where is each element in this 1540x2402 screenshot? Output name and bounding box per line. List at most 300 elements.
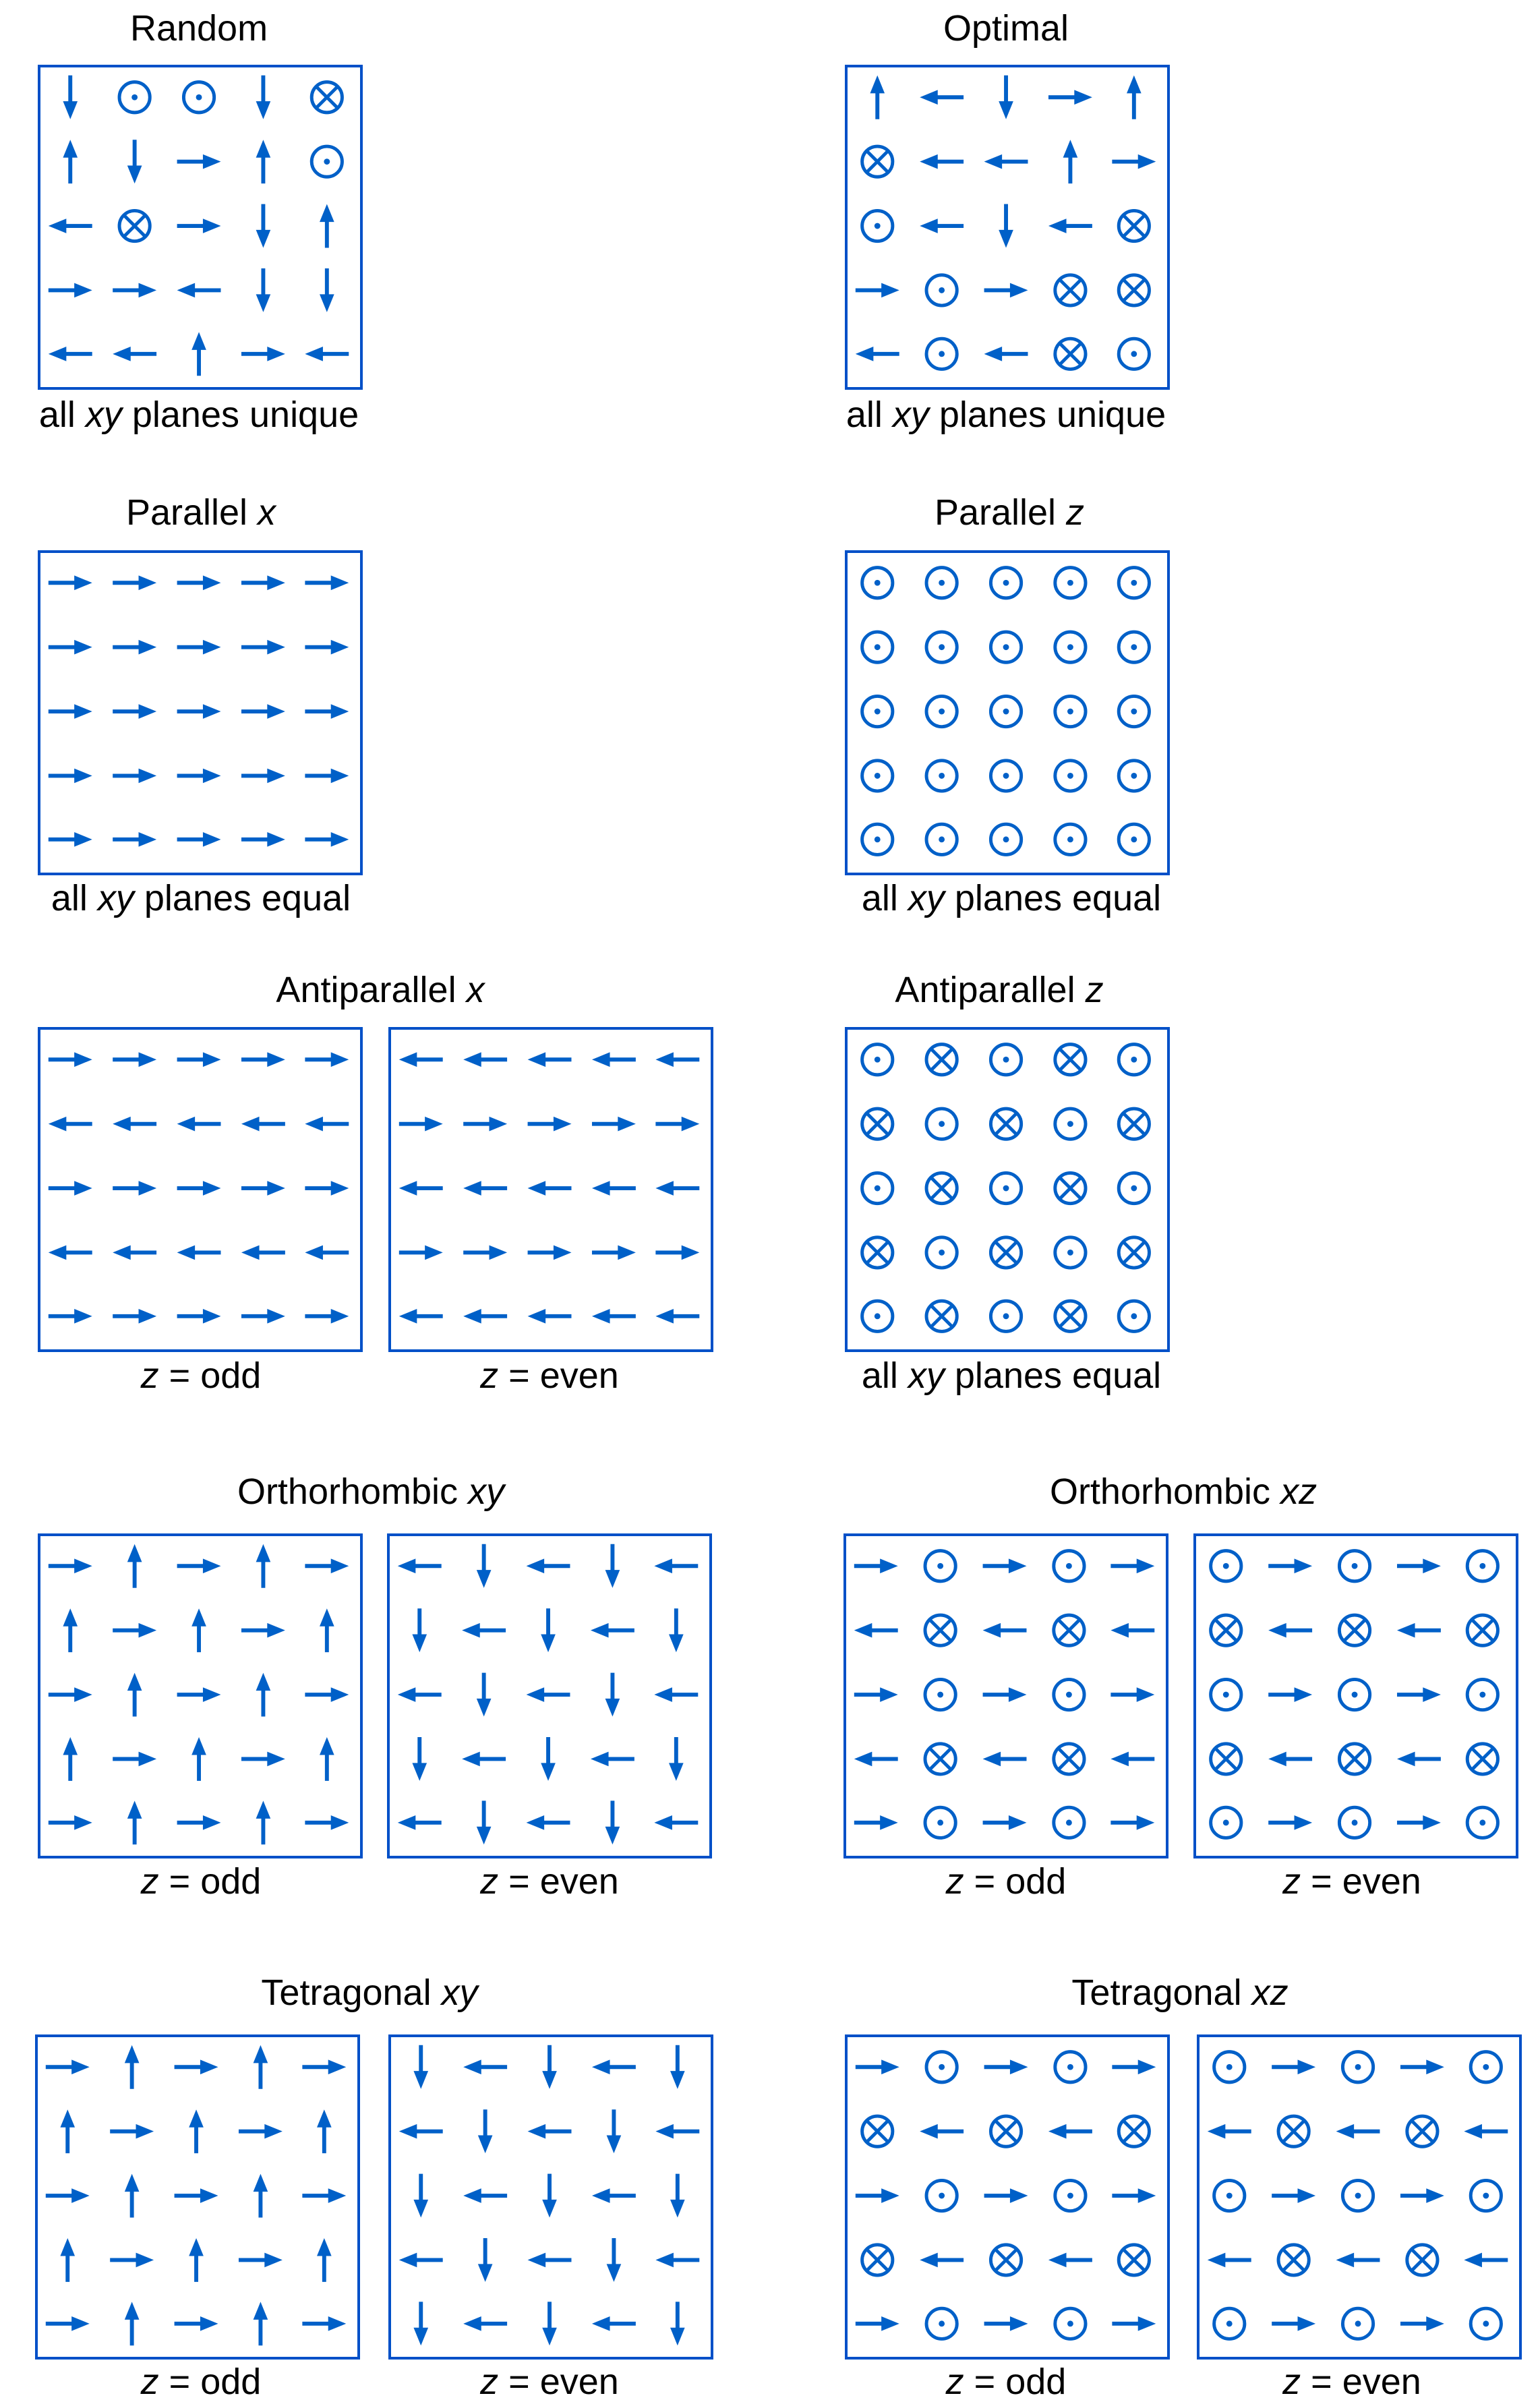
arrow-right-icon [241, 769, 285, 784]
text-part: all [861, 878, 908, 918]
arrow-left-icon [920, 2124, 964, 2139]
text-part: Antiparallel [276, 970, 467, 1010]
cross-circle-icon [1119, 1109, 1149, 1139]
arrow-right-icon [177, 1052, 221, 1067]
cross-circle-icon [990, 1109, 1021, 1139]
dot-circle-icon [862, 210, 893, 241]
dot-circle-icon [1342, 2180, 1373, 2210]
arrow-up-icon [63, 1737, 78, 1781]
cross-circle-icon [862, 146, 893, 177]
dot-circle-icon [926, 696, 957, 726]
arrow-up-icon [256, 1544, 271, 1588]
arrow-up-icon [191, 1608, 206, 1652]
arrow-down-icon [669, 1737, 684, 1781]
arrow-right-icon [177, 1687, 221, 1702]
arrow-right-icon [305, 1181, 349, 1196]
arrow-down-icon [413, 2174, 428, 2218]
arrow-left-icon [528, 1309, 572, 1324]
arrow-right-icon [46, 2059, 90, 2074]
arrow-down-icon [670, 2045, 685, 2089]
text-part: xz [1251, 1972, 1289, 2013]
arrow-down-icon [541, 1737, 556, 1781]
text-part: x [466, 970, 485, 1010]
cross-circle-icon [119, 210, 150, 241]
arrow-right-icon [856, 283, 899, 298]
arrow-left-icon [399, 1309, 443, 1324]
text-part: xy [468, 1471, 505, 1512]
arrow-down-icon [256, 268, 271, 312]
arrow-right-icon [1110, 1558, 1154, 1573]
arrow-up-icon [317, 2238, 332, 2282]
arrow-left-icon [1336, 2253, 1380, 2268]
arrow-right-icon [1268, 1687, 1312, 1702]
dot-circle-icon [862, 1173, 893, 1203]
arrow-down-icon [63, 76, 78, 119]
arrow-left-icon [983, 1623, 1027, 1638]
tetragonal-xy-caption-2 [480, 2362, 619, 2402]
dot-circle-icon [926, 275, 957, 305]
arrow-up-icon [127, 1544, 142, 1588]
arrow-down-icon [541, 1608, 556, 1652]
arrow-right-icon [49, 575, 92, 590]
text-part: planes equal [134, 878, 351, 918]
arrow-right-icon [113, 704, 156, 719]
text-part: all [846, 394, 893, 435]
arrow-right-icon [463, 1117, 507, 1132]
dot-circle-icon [1467, 1807, 1498, 1838]
text-part: Orthorhombic [237, 1471, 469, 1512]
cross-circle-icon [1055, 1045, 1086, 1075]
text-part: Random [129, 8, 268, 49]
arrow-right-icon [49, 1309, 92, 1324]
arrow-up-icon [320, 1737, 334, 1781]
arrow-left-icon [398, 1687, 442, 1702]
arrow-down-icon [127, 140, 142, 183]
arrow-right-icon [854, 1815, 898, 1830]
arrow-up-icon [1127, 76, 1142, 119]
spin-lattice [40, 67, 360, 387]
arrow-right-icon [49, 832, 92, 847]
arrow-right-icon [241, 704, 285, 719]
text-part: = even [498, 1861, 619, 1902]
arrow-down-icon [478, 2109, 493, 2153]
arrow-down-icon [477, 1673, 492, 1717]
arrow-right-icon [49, 1052, 92, 1067]
antiparallel-x-grid-2 [388, 1027, 713, 1352]
cross-circle-icon [1278, 2116, 1309, 2146]
dot-circle-icon [862, 1045, 893, 1075]
cross-circle-icon [1119, 2245, 1149, 2275]
arrow-left-icon [854, 1623, 898, 1638]
arrow-right-icon [1112, 2316, 1156, 2331]
tetragonal-xy-caption-1 [141, 2362, 262, 2402]
optimal-caption-1 [846, 394, 1166, 435]
text-part: z [480, 2362, 499, 2402]
tetragonal-xz-caption-1 [946, 2362, 1067, 2402]
antiparallel-z-title [895, 970, 1103, 1010]
text-part: z [480, 1861, 499, 1902]
text-part: = odd [158, 2362, 262, 2402]
arrow-left-icon [463, 1181, 507, 1196]
arrow-right-icon [113, 1623, 156, 1638]
dot-circle-icon [1055, 761, 1086, 791]
arrow-up-icon [127, 1673, 142, 1717]
arrow-left-icon [463, 2316, 507, 2331]
dot-circle-icon [1211, 1807, 1241, 1838]
dot-circle-icon [1214, 2180, 1245, 2210]
arrow-right-icon [854, 1558, 898, 1573]
antiparallel-x-title [276, 970, 484, 1010]
arrow-left-icon [113, 1117, 156, 1132]
arrow-right-icon [113, 640, 156, 655]
arrow-right-icon [983, 1815, 1027, 1830]
arrow-up-icon [320, 1608, 334, 1652]
cross-circle-icon [1278, 2245, 1309, 2275]
arrow-left-icon [654, 1687, 698, 1702]
dot-circle-icon [925, 1807, 955, 1838]
arrow-left-icon [920, 90, 964, 105]
cross-circle-icon [862, 1237, 893, 1268]
arrow-left-icon [592, 2188, 636, 2203]
cross-circle-icon [926, 1301, 957, 1331]
cross-circle-icon [1119, 210, 1149, 241]
arrow-left-icon [49, 347, 92, 361]
text-part: all [51, 878, 98, 918]
arrow-right-icon [177, 575, 221, 590]
arrow-right-icon [305, 832, 349, 847]
dot-circle-icon [862, 568, 893, 598]
arrow-left-icon [591, 1752, 634, 1767]
arrow-down-icon [542, 2302, 557, 2345]
arrow-right-icon [1268, 1558, 1312, 1573]
arrow-down-icon [607, 2238, 622, 2282]
arrow-right-icon [49, 1815, 92, 1830]
text-part: Optimal [943, 8, 1069, 49]
text-part: Parallel [125, 492, 258, 533]
text-part: x [258, 492, 276, 533]
text-part: = odd [964, 1861, 1067, 1902]
text-part: xy [97, 878, 134, 918]
arrow-left-icon [1048, 2124, 1092, 2139]
arrow-right-icon [984, 2059, 1028, 2074]
arrow-left-icon [592, 1309, 636, 1324]
arrow-down-icon [999, 204, 1013, 248]
dot-circle-icon [1054, 1807, 1084, 1838]
arrow-right-icon [49, 704, 92, 719]
arrow-down-icon [256, 76, 271, 119]
text-part: = odd [158, 1355, 262, 1396]
antiparallel-z-caption-1 [862, 1355, 1161, 1396]
cross-circle-icon [1119, 1237, 1149, 1268]
arrow-down-icon [605, 1544, 620, 1588]
arrow-right-icon [113, 575, 156, 590]
text-part: all [861, 1355, 908, 1396]
arrow-right-icon [305, 640, 349, 655]
cross-circle-icon [862, 2116, 893, 2146]
cross-circle-icon [1467, 1744, 1498, 1774]
arrow-left-icon [854, 1752, 898, 1767]
arrow-left-icon [399, 1181, 443, 1196]
cross-circle-icon [1211, 1744, 1241, 1774]
arrow-right-icon [49, 640, 92, 655]
arrow-right-icon [113, 1309, 156, 1324]
text-part: Tetragonal [261, 1972, 442, 2013]
cross-circle-icon [1055, 1301, 1086, 1331]
spin-lattice [848, 2037, 1167, 2357]
arrow-right-icon [1048, 90, 1092, 105]
text-part: = even [1301, 2362, 1421, 2402]
parallel-z-grid-1 [845, 550, 1170, 875]
text-part: xy [892, 394, 929, 435]
arrow-right-icon [241, 1752, 285, 1767]
dot-circle-icon [990, 824, 1021, 854]
text-part: = even [498, 1355, 619, 1396]
random-caption-1 [39, 394, 359, 435]
arrow-left-icon [654, 1815, 698, 1830]
spin-lattice [846, 1536, 1166, 1856]
arrow-right-icon [113, 832, 156, 847]
cross-circle-icon [1119, 2116, 1149, 2146]
text-part: xz [1280, 1471, 1317, 1512]
arrow-right-icon [49, 1687, 92, 1702]
text-part: z [140, 1355, 159, 1396]
arrow-right-icon [177, 218, 221, 233]
text-part: planes equal [944, 1355, 1162, 1396]
arrow-left-icon [399, 2253, 443, 2268]
arrow-up-icon [254, 2174, 268, 2218]
dot-circle-icon [925, 1551, 955, 1581]
arrow-left-icon [1268, 1623, 1312, 1638]
arrow-right-icon [49, 283, 92, 298]
arrow-right-icon [1110, 1815, 1154, 1830]
dot-circle-icon [1342, 2052, 1373, 2082]
dot-circle-icon [926, 2052, 957, 2082]
arrow-left-icon [591, 1623, 634, 1638]
dot-circle-icon [925, 1679, 955, 1709]
arrow-right-icon [1272, 2316, 1315, 2331]
arrow-right-icon [1268, 1815, 1312, 1830]
arrow-right-icon [302, 2316, 346, 2331]
arrow-right-icon [177, 154, 221, 169]
cross-circle-icon [1054, 1744, 1084, 1774]
dot-circle-icon [926, 339, 957, 369]
arrow-up-icon [870, 76, 885, 119]
arrow-right-icon [113, 283, 156, 298]
antiparallel-x-grid-1 [38, 1027, 363, 1352]
arrow-left-icon [399, 2124, 443, 2139]
random-grid-1 [38, 65, 363, 390]
cross-circle-icon [1407, 2245, 1438, 2275]
arrow-right-icon [1112, 2188, 1156, 2203]
text-part: xy [908, 878, 945, 918]
arrow-left-icon [654, 1558, 698, 1573]
arrow-right-icon [528, 1246, 572, 1260]
arrow-right-icon [305, 575, 349, 590]
arrow-left-icon [463, 2059, 507, 2074]
arrow-down-icon [412, 1608, 427, 1652]
cross-circle-icon [925, 1744, 955, 1774]
arrow-right-icon [241, 1052, 285, 1067]
arrow-left-icon [177, 283, 221, 298]
cross-circle-icon [990, 2245, 1021, 2275]
arrow-right-icon [305, 704, 349, 719]
arrow-left-icon [1110, 1623, 1154, 1638]
arrow-left-icon [983, 1752, 1027, 1767]
dot-circle-icon [990, 1045, 1021, 1075]
arrow-up-icon [191, 1737, 206, 1781]
arrow-right-icon [1112, 2059, 1156, 2074]
arrow-right-icon [177, 704, 221, 719]
arrow-left-icon [177, 1246, 221, 1260]
parallel-z-title [935, 492, 1084, 533]
antiparallel-z-grid-1 [845, 1027, 1170, 1352]
tetragonal-xz-title [1071, 1972, 1288, 2013]
arrow-right-icon [49, 1558, 92, 1573]
arrow-down-icon [605, 1800, 620, 1844]
parallel-x-title [126, 492, 276, 533]
dot-circle-icon [926, 2180, 957, 2210]
arrow-right-icon [399, 1246, 443, 1260]
dot-circle-icon [1054, 1679, 1084, 1709]
arrow-up-icon [63, 140, 78, 183]
arrow-up-icon [254, 2302, 268, 2345]
text-part: z [140, 2362, 159, 2402]
arrow-right-icon [592, 1246, 636, 1260]
arrow-right-icon [177, 1558, 221, 1573]
spin-lattice [38, 2037, 357, 2357]
cross-circle-icon [990, 1237, 1021, 1268]
arrow-right-icon [856, 2316, 899, 2331]
dot-circle-icon [1211, 1679, 1241, 1709]
arrow-left-icon [1048, 2253, 1092, 2268]
arrow-right-icon [984, 2188, 1028, 2203]
arrow-left-icon [655, 1181, 699, 1196]
arrow-up-icon [256, 1673, 271, 1717]
dot-circle-icon [990, 632, 1021, 662]
dot-circle-icon [1054, 1551, 1084, 1581]
dot-circle-icon [990, 1173, 1021, 1203]
dot-circle-icon [1342, 2308, 1373, 2339]
arrow-left-icon [1110, 1752, 1154, 1767]
dot-circle-icon [1055, 1109, 1086, 1139]
arrow-left-icon [113, 347, 156, 361]
spin-lattice [391, 2037, 711, 2357]
dot-circle-icon [926, 632, 957, 662]
dot-circle-icon [1214, 2308, 1245, 2339]
arrow-up-icon [125, 2174, 140, 2218]
text-part: = even [1301, 1861, 1421, 1902]
arrow-right-icon [1400, 2059, 1444, 2074]
dot-circle-icon [1119, 824, 1149, 854]
dot-circle-icon [1214, 2052, 1245, 2082]
arrow-left-icon [655, 1309, 699, 1324]
dot-circle-icon [1119, 696, 1149, 726]
text-part: z [945, 2362, 964, 2402]
dot-circle-icon [1119, 339, 1149, 369]
spin-lattice [1196, 1536, 1516, 1856]
arrow-down-icon [542, 2045, 557, 2089]
dot-circle-icon [1055, 696, 1086, 726]
arrow-right-icon [177, 832, 221, 847]
dot-circle-icon [862, 1301, 893, 1331]
arrow-left-icon [398, 1815, 442, 1830]
tetragonal-xz-grid-1 [845, 2034, 1170, 2360]
arrow-up-icon [63, 1608, 78, 1652]
arrow-right-icon [241, 640, 285, 655]
arrow-right-icon [1112, 154, 1156, 169]
arrow-up-icon [125, 2045, 140, 2089]
arrow-left-icon [1268, 1752, 1312, 1767]
arrow-left-icon [920, 154, 964, 169]
arrow-left-icon [399, 1052, 443, 1067]
cross-circle-icon [1055, 275, 1086, 305]
arrow-right-icon [528, 1117, 572, 1132]
arrow-left-icon [655, 2124, 699, 2139]
arrow-left-icon [305, 1246, 349, 1260]
arrow-down-icon [477, 1800, 492, 1844]
arrow-down-icon [412, 1737, 427, 1781]
dot-circle-icon [862, 824, 893, 854]
text-part: z [945, 1861, 964, 1902]
arrow-left-icon [1208, 2124, 1251, 2139]
cross-circle-icon [1119, 275, 1149, 305]
dot-circle-icon [926, 1109, 957, 1139]
dot-circle-icon [926, 568, 957, 598]
arrow-down-icon [605, 1673, 620, 1717]
spin-lattice [848, 1030, 1167, 1349]
arrow-right-icon [177, 769, 221, 784]
arrow-right-icon [1397, 1687, 1441, 1702]
arrow-up-icon [317, 2109, 332, 2153]
arrow-right-icon [113, 1052, 156, 1067]
arrow-left-icon [655, 1052, 699, 1067]
cross-circle-icon [862, 2245, 893, 2275]
arrow-up-icon [256, 140, 271, 183]
arrow-left-icon [177, 1117, 221, 1132]
arrow-right-icon [49, 1181, 92, 1196]
arrow-down-icon [542, 2174, 557, 2218]
arrow-right-icon [239, 2253, 283, 2268]
arrow-left-icon [984, 154, 1028, 169]
arrow-right-icon [110, 2253, 154, 2268]
arrow-left-icon [1336, 2124, 1380, 2139]
cross-circle-icon [862, 1109, 893, 1139]
arrow-left-icon [49, 1117, 92, 1132]
orthorhombic-xy-grid-1 [38, 1533, 363, 1858]
dot-circle-icon [1339, 1807, 1369, 1838]
text-part: z [1282, 1861, 1301, 1902]
cross-circle-icon [1467, 1615, 1498, 1645]
dot-circle-icon [1055, 632, 1086, 662]
arrow-right-icon [177, 640, 221, 655]
dot-circle-icon [926, 824, 957, 854]
tetragonal-xz-caption-2 [1282, 2362, 1421, 2402]
arrow-left-icon [49, 218, 92, 233]
spin-lattice [40, 1030, 360, 1349]
text-part: = even [498, 2362, 619, 2402]
cross-circle-icon [1339, 1744, 1369, 1774]
arrow-down-icon [256, 204, 271, 248]
dot-circle-icon [1119, 761, 1149, 791]
dot-circle-icon [926, 761, 957, 791]
arrow-right-icon [175, 2059, 218, 2074]
text-part: z [480, 1355, 499, 1396]
arrow-left-icon [462, 1752, 506, 1767]
arrow-left-icon [1464, 2124, 1508, 2139]
orthorhombic-xy-title [237, 1471, 504, 1512]
arrow-up-icon [189, 2238, 204, 2282]
arrow-right-icon [241, 1181, 285, 1196]
